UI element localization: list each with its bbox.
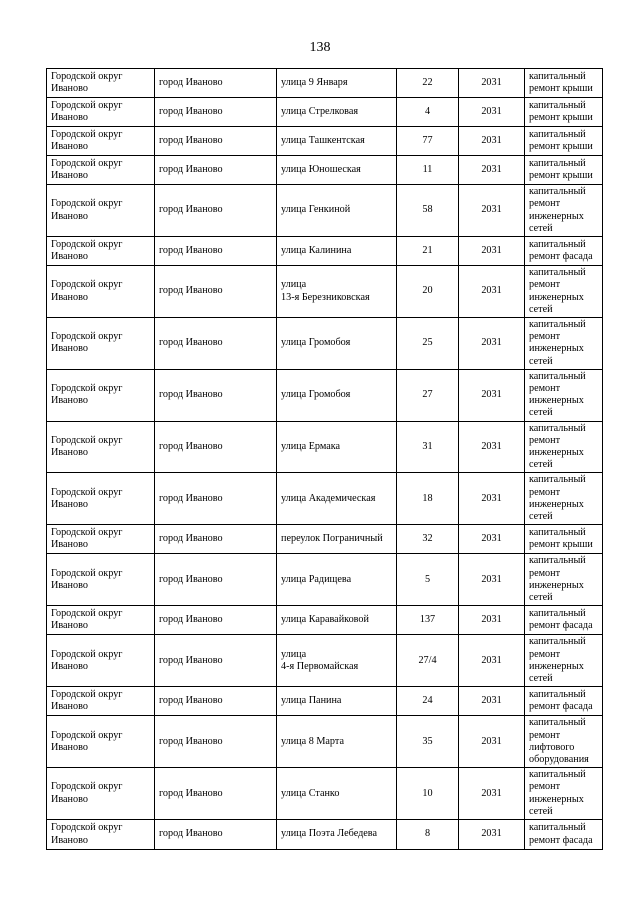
street-cell: улица Радищева [277,554,397,606]
street-line: 4-я Первомайская [281,660,359,672]
table-row [47,237,603,266]
house-number-cell: 31 [397,421,459,473]
year-cell: 2031 [459,369,525,421]
repair-schedule-table [46,68,603,850]
house-number-cell: 35 [397,716,459,768]
house-number-cell: 10 [397,768,459,820]
locality-cell: город Иваново [155,820,277,850]
house-number-cell: 11 [397,156,459,185]
street-cell [277,266,397,318]
house-number-cell: 137 [397,606,459,635]
year-cell: 2031 [459,635,525,687]
house-number-cell: 22 [397,69,459,98]
year-cell: 2031 [459,421,525,473]
street-cell [277,635,397,687]
table-row [47,820,603,850]
street-cell: улица Ташкентская [277,127,397,156]
street-cell: улица 9 Января [277,69,397,98]
table-row [47,606,603,635]
locality-cell: город Иваново [155,473,277,525]
district-cell: Городской округ Иваново [47,768,155,820]
district-cell: Городской округ Иваново [47,369,155,421]
table-row [47,318,603,370]
work-type-cell: капитальный ремонт крыши [525,69,603,98]
year-cell: 2031 [459,127,525,156]
locality-cell: город Иваново [155,69,277,98]
house-number-cell: 21 [397,237,459,266]
year-cell: 2031 [459,687,525,716]
district-cell: Городской округ Иваново [47,318,155,370]
house-number-cell: 25 [397,318,459,370]
street-cell: улица Станко [277,768,397,820]
district-cell: Городской округ Иваново [47,554,155,606]
year-cell: 2031 [459,473,525,525]
district-cell: Городской округ Иваново [47,606,155,635]
year-cell: 2031 [459,606,525,635]
street-cell: улица 8 Марта [277,716,397,768]
locality-cell: город Иваново [155,127,277,156]
table-row [47,768,603,820]
street-cell: улица Калинина [277,237,397,266]
table-row [47,554,603,606]
street-cell: улица Академическая [277,473,397,525]
house-number-cell: 27/4 [397,635,459,687]
street-cell: улица Генкиной [277,185,397,237]
table-row [47,69,603,98]
work-type-cell: капитальный ремонт фасада [525,606,603,635]
street-line: улица [281,648,307,660]
house-number-cell: 5 [397,554,459,606]
district-cell: Городской округ Иваново [47,266,155,318]
table-row [47,687,603,716]
work-type-cell: капитальный ремонт инженерных сетей [525,185,603,237]
work-type-cell: капитальный ремонт инженерных сетей [525,473,603,525]
district-cell: Городской округ Иваново [47,156,155,185]
locality-cell: город Иваново [155,156,277,185]
house-number-cell: 20 [397,266,459,318]
year-cell: 2031 [459,525,525,554]
street-line: 13-я Березниковская [281,291,370,303]
work-type-cell: капитальный ремонт инженерных сетей [525,421,603,473]
house-number-cell: 32 [397,525,459,554]
street-cell: улица Юношеская [277,156,397,185]
year-cell: 2031 [459,716,525,768]
year-cell: 2031 [459,266,525,318]
street-line: улица [281,279,307,291]
locality-cell: город Иваново [155,369,277,421]
locality-cell: город Иваново [155,606,277,635]
locality-cell: город Иваново [155,716,277,768]
district-cell: Городской округ Иваново [47,473,155,525]
work-type-cell: капитальный ремонт фасада [525,820,603,850]
work-type-cell: капитальный ремонт фасада [525,687,603,716]
locality-cell: город Иваново [155,635,277,687]
table-row [47,473,603,525]
table-row [47,369,603,421]
table-row [47,185,603,237]
table-row [47,98,603,127]
table-row [47,716,603,768]
district-cell: Городской округ Иваново [47,687,155,716]
work-type-cell: капитальный ремонт крыши [525,525,603,554]
street-cell: улица Панина [277,687,397,716]
street-cell: переулок Пограничный [277,525,397,554]
district-cell: Городской округ Иваново [47,635,155,687]
work-type-cell: капитальный ремонт крыши [525,156,603,185]
street-cell: улица Громобоя [277,318,397,370]
district-cell: Городской округ Иваново [47,716,155,768]
year-cell: 2031 [459,768,525,820]
locality-cell: город Иваново [155,421,277,473]
street-cell: улица Поэта Лебедева [277,820,397,850]
table-row [47,266,603,318]
work-type-cell: капитальный ремонт инженерных сетей [525,318,603,370]
table-row [47,421,603,473]
work-type-cell: капитальный ремонт инженерных сетей [525,369,603,421]
street-cell: улица Ермака [277,421,397,473]
house-number-cell: 18 [397,473,459,525]
year-cell: 2031 [459,237,525,266]
year-cell: 2031 [459,554,525,606]
year-cell: 2031 [459,98,525,127]
year-cell: 2031 [459,820,525,850]
street-cell: улица Громобоя [277,369,397,421]
work-type-cell: капитальный ремонт лифтового оборудования [525,716,603,768]
district-cell: Городской округ Иваново [47,525,155,554]
district-cell: Городской округ Иваново [47,421,155,473]
year-cell: 2031 [459,185,525,237]
locality-cell: город Иваново [155,525,277,554]
house-number-cell: 8 [397,820,459,850]
house-number-cell: 77 [397,127,459,156]
house-number-cell: 27 [397,369,459,421]
locality-cell: город Иваново [155,266,277,318]
district-cell: Городской округ Иваново [47,98,155,127]
year-cell: 2031 [459,156,525,185]
locality-cell: город Иваново [155,98,277,127]
work-type-cell: капитальный ремонт инженерных сетей [525,635,603,687]
year-cell: 2031 [459,318,525,370]
locality-cell: город Иваново [155,318,277,370]
street-cell: улица Стрелковая [277,98,397,127]
district-cell: Городской округ Иваново [47,820,155,850]
district-cell: Городской округ Иваново [47,69,155,98]
table-row [47,127,603,156]
locality-cell: город Иваново [155,554,277,606]
work-type-cell: капитальный ремонт инженерных сетей [525,266,603,318]
year-cell: 2031 [459,69,525,98]
locality-cell: город Иваново [155,185,277,237]
district-cell: Городской округ Иваново [47,237,155,266]
street-cell: улица Каравайковой [277,606,397,635]
locality-cell: город Иваново [155,237,277,266]
table-body [47,69,603,850]
work-type-cell: капитальный ремонт крыши [525,127,603,156]
table-row [47,156,603,185]
locality-cell: город Иваново [155,768,277,820]
house-number-cell: 24 [397,687,459,716]
work-type-cell: капитальный ремонт крыши [525,98,603,127]
work-type-cell: капитальный ремонт инженерных сетей [525,768,603,820]
work-type-cell: капитальный ремонт фасада [525,237,603,266]
table-row [47,525,603,554]
page-number: 138 [309,40,331,55]
work-type-cell: капитальный ремонт инженерных сетей [525,554,603,606]
table-row [47,635,603,687]
house-number-cell: 4 [397,98,459,127]
house-number-cell: 58 [397,185,459,237]
district-cell: Городской округ Иваново [47,185,155,237]
district-cell: Городской округ Иваново [47,127,155,156]
locality-cell: город Иваново [155,687,277,716]
